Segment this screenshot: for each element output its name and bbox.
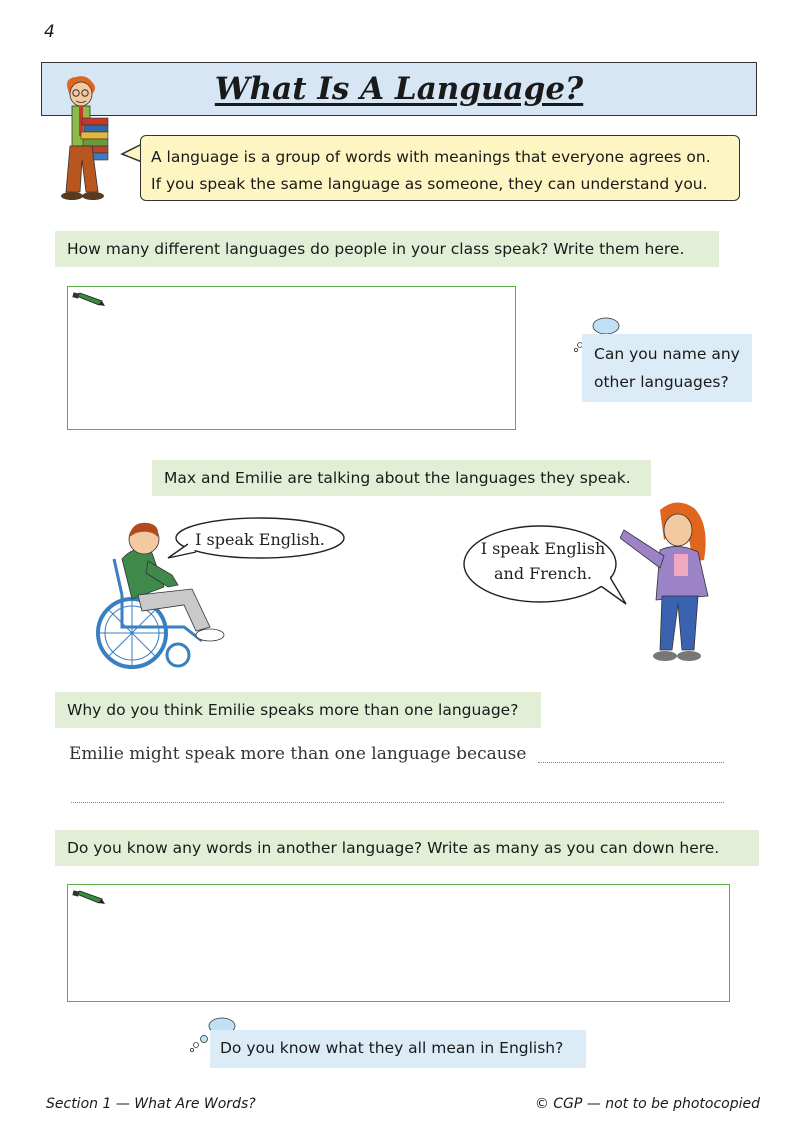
intro-line-1: A language is a group of words with meanings that everyone agrees on. [151, 148, 711, 166]
answer-box-languages[interactable] [67, 286, 516, 430]
max-speech-text: I speak English. [195, 530, 325, 549]
page-title: What Is A Language? [214, 71, 584, 107]
answer-line-2[interactable] [71, 802, 724, 803]
page-number: 4 [44, 22, 55, 42]
prompt-meanings-in-english: Do you know what they all mean in English? [210, 1030, 586, 1068]
emilie-speech-line-1: I speak English [480, 539, 606, 558]
footer-copyright: © CGP — not to be photocopied [534, 1096, 760, 1112]
question-languages-in-class: How many different languages do people in your class speak? Write them here. [55, 231, 719, 267]
emilie-speech-line-2: and French. [493, 564, 593, 583]
footer-section: Section 1 — What Are Words? [46, 1096, 256, 1112]
answer-sentence-starter: Emilie might speak more than one language because [69, 744, 527, 764]
teacher-with-books-illustration [52, 74, 122, 204]
answer-line-1[interactable] [538, 762, 724, 763]
question-words-other-language: Do you know any words in another language? Write as many as you can down here. [55, 830, 759, 866]
prompt-line-2: other languages? [594, 373, 729, 391]
intro-line-2: If you speak the same language as someone, they can understand you. [151, 175, 708, 193]
question-why-emilie: Why do you think Emilie speaks more than one language? [55, 692, 541, 728]
pencil-icon [72, 889, 106, 905]
intro-box [140, 135, 740, 201]
emilie-speech-text [468, 536, 618, 586]
title-banner [41, 62, 757, 116]
girl-illustration [620, 500, 720, 675]
answer-box-words[interactable] [67, 884, 730, 1002]
prompt-name-languages [582, 334, 752, 402]
instruction-max-and-emilie: Max and Emilie are talking about the languages they speak. [152, 460, 651, 496]
prompt-line-1: Can you name any [594, 345, 740, 363]
pencil-icon [72, 291, 106, 307]
